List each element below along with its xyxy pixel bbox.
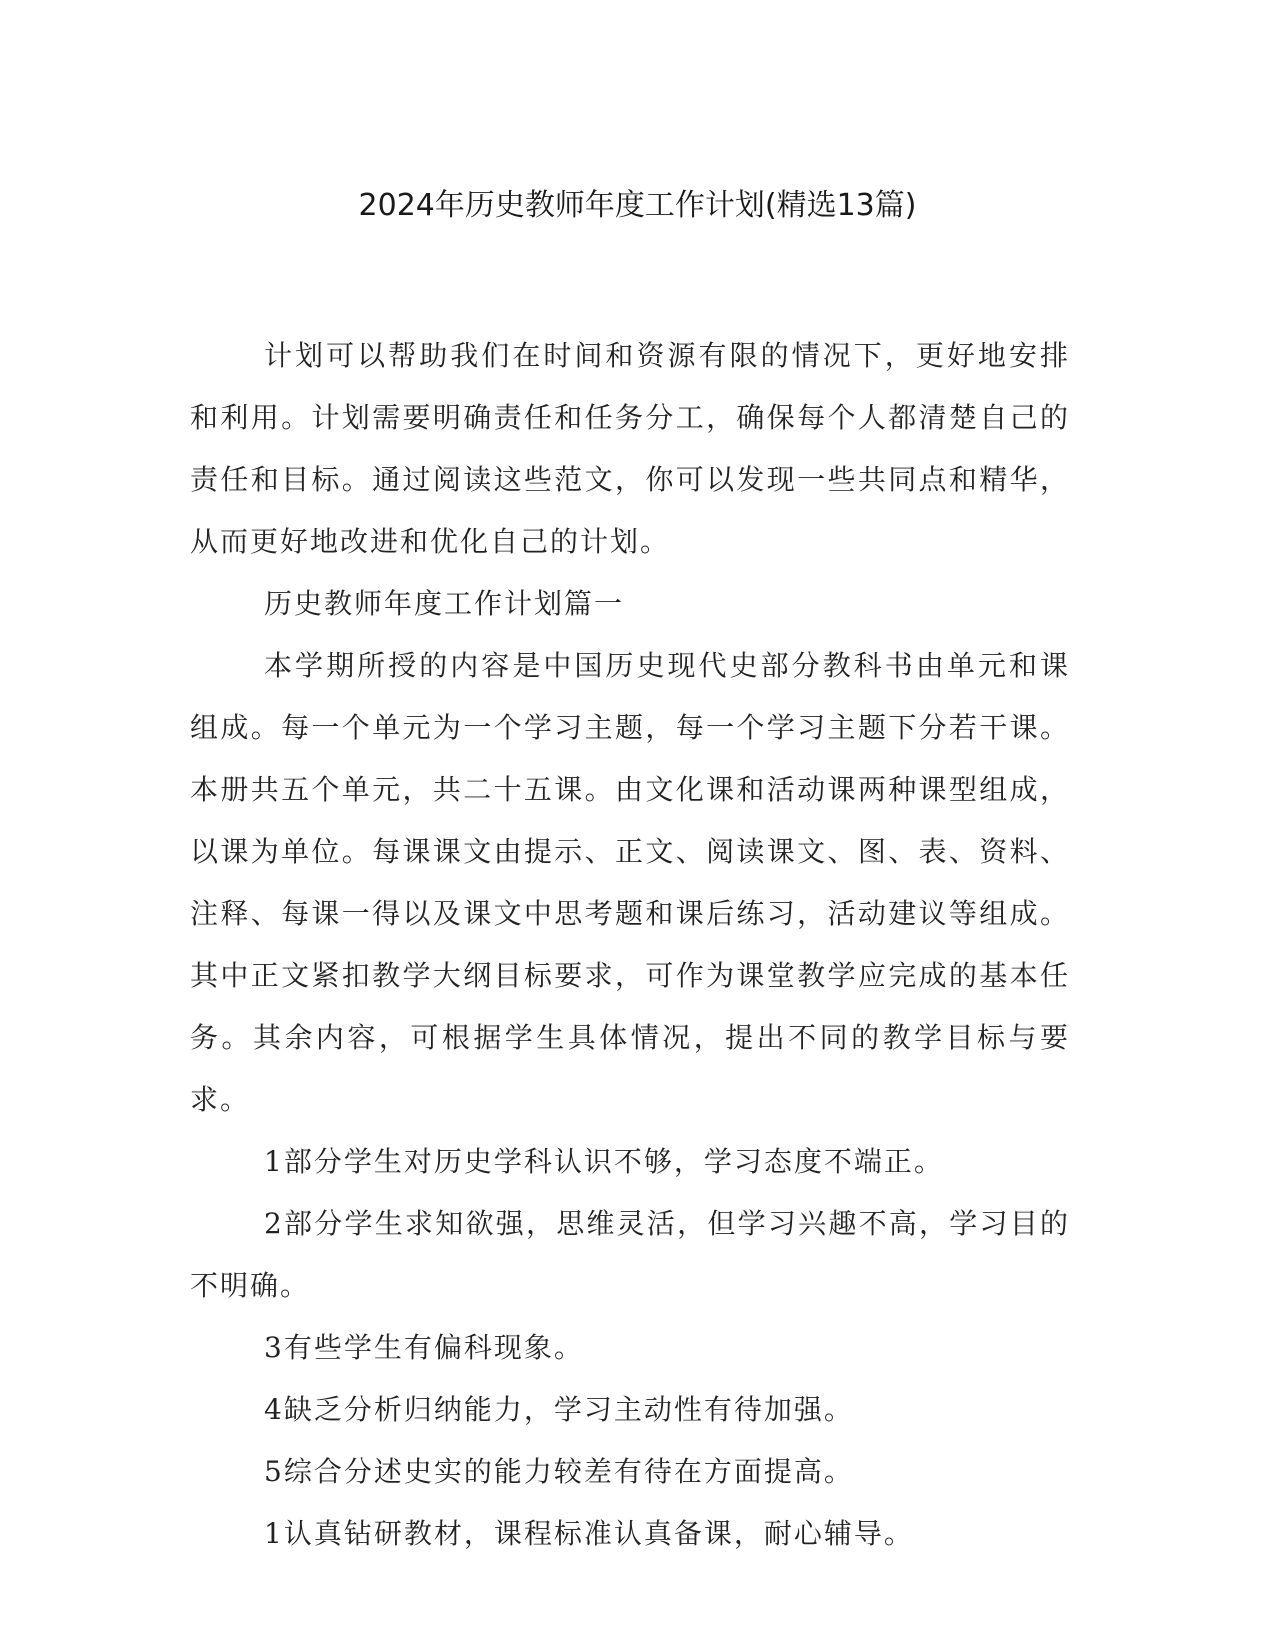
content-paragraph: 本学期所授的内容是中国历史现代史部分教科书由单元和课组成。每一个单元为一个学习主题，每一个学习主题下分若干课。本册共五个单元，共二十五课。由文化课和活动课两种课型组成，以课为单位。每课课文由提示、正文、阅读课文、图、表、资料、注释、每课一得以及课文中思考题和课后练习，活动建议等组成。其中正文紧扣教学大纲目标要求，可作为课堂教学应完成的基本任务。其余内容，可根据学生具体情况，提出不同的教学目标与要求。: [190, 649, 1070, 1116]
list-item: 5综合分述史实的能力较差有待在方面提高。: [264, 1455, 854, 1488]
list-item: 1部分学生对历史学科认识不够，学习态度不端正。: [264, 1145, 944, 1178]
list-item: 3有些学生有偏科现象。: [264, 1331, 584, 1364]
intro-paragraph: 计划可以帮助我们在时间和资源有限的情况下，更好地安排和利用。计划需要明确责任和任务分工，确保每个人都清楚自己的责任和目标。通过阅读这些范文，你可以发现一些共同点和精华，从而更好地改进和优化自己的计划。: [190, 339, 1070, 558]
document-body: [190, 325, 1070, 1565]
section-heading: 历史教师年度工作计划篇一: [264, 587, 625, 620]
list-item: 1认真钻研教材，课程标准认真备课，耐心辅导。: [264, 1517, 914, 1550]
list-item: 4缺乏分析归纳能力，学习主动性有待加强。: [264, 1393, 854, 1426]
list-item: 2部分学生求知欲强，思维灵活，但学习兴趣不高，学习目的不明确。: [190, 1207, 1070, 1302]
document-title: 2024年历史教师年度工作计划(精选13篇): [358, 188, 917, 223]
